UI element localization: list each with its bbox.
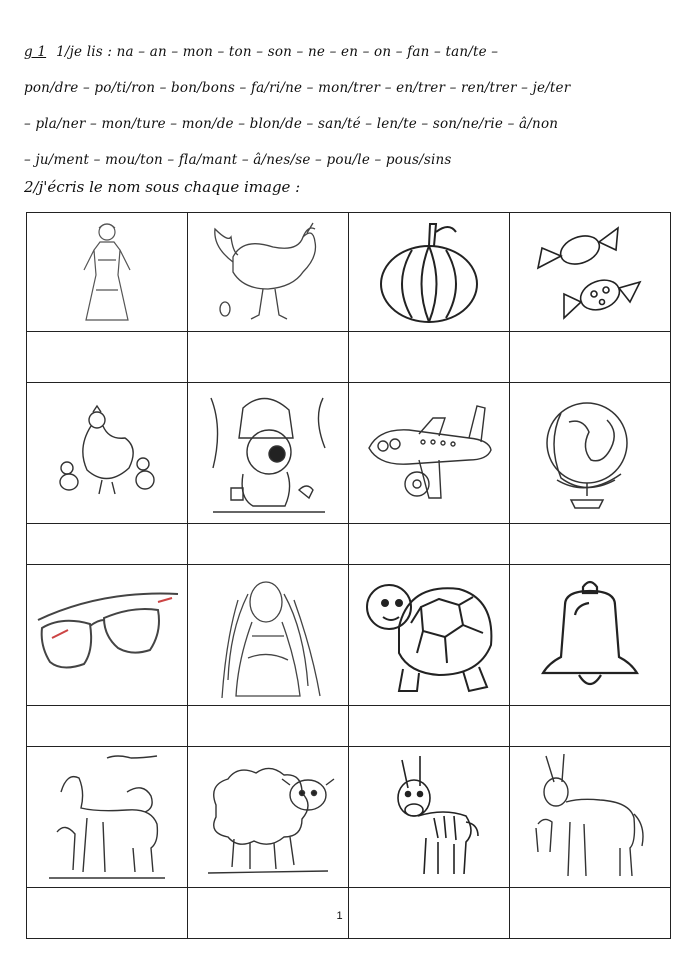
hen-chicks-icon <box>47 398 167 508</box>
image-row-4 <box>27 747 671 888</box>
woman-icon <box>72 220 142 325</box>
cell-woman <box>27 213 188 332</box>
cell-donkey-toy <box>349 747 510 888</box>
exercise-tag: g 1 <box>24 44 47 60</box>
horses-icon <box>47 752 167 882</box>
sheep-icon <box>198 755 338 880</box>
write-row-2 <box>27 524 671 565</box>
picture-grid <box>26 212 671 939</box>
cell-donkeys <box>510 747 671 888</box>
cell-candy <box>510 213 671 332</box>
write-row-3 <box>27 706 671 747</box>
pumpkin-icon <box>374 218 484 326</box>
cell-princess <box>188 565 349 706</box>
princess-icon <box>208 570 328 700</box>
answer-box[interactable] <box>27 524 188 565</box>
answer-box[interactable] <box>188 706 349 747</box>
cell-airplane <box>349 383 510 524</box>
child-sowing-icon <box>203 388 333 518</box>
reading-line-2: pon/dre – po/ti/ron – bon/bons – fa/ri/ne – mon/trer – en/trer – ren/trer – je/ter <box>24 80 571 96</box>
reading-line-4: – ju/ment – mou/ton – fla/mant – â/nes/se – pou/le – pous/sins <box>24 152 452 168</box>
cell-rooster <box>188 213 349 332</box>
cell-globe <box>510 383 671 524</box>
rooster-icon <box>203 217 333 327</box>
globe-icon <box>535 388 645 518</box>
candy-icon <box>530 220 650 325</box>
reading-line-1: g 1 1/je lis : na – an – mon – ton – son – ne – en – on – fan – tan/te – <box>24 44 499 60</box>
bell-icon <box>535 575 645 695</box>
answer-box[interactable] <box>188 524 349 565</box>
cell-pumpkin <box>349 213 510 332</box>
cell-bell <box>510 565 671 706</box>
cell-child-sowing <box>188 383 349 524</box>
answer-box[interactable] <box>349 332 510 383</box>
cell-hen-chicks <box>27 383 188 524</box>
reading-exercise <box>24 34 664 178</box>
image-row-3 <box>27 565 671 706</box>
answer-box[interactable] <box>27 706 188 747</box>
answer-box[interactable] <box>510 706 671 747</box>
turtle-icon <box>359 573 499 698</box>
answer-box[interactable] <box>188 332 349 383</box>
answer-box[interactable] <box>349 706 510 747</box>
donkeys-icon <box>530 752 650 882</box>
write-row-1 <box>27 332 671 383</box>
answer-box[interactable] <box>27 332 188 383</box>
cell-turtle <box>349 565 510 706</box>
write-instruction: 2/j'écris le nom sous chaque image : <box>24 178 301 196</box>
page-number: 1 <box>336 910 343 922</box>
donkey-toy-icon <box>374 752 484 882</box>
cell-glasses <box>27 565 188 706</box>
image-row-1 <box>27 213 671 332</box>
answer-box[interactable] <box>510 332 671 383</box>
cell-horses <box>27 747 188 888</box>
glasses-icon <box>32 580 182 690</box>
answer-box[interactable] <box>510 524 671 565</box>
cell-sheep <box>188 747 349 888</box>
image-row-2 <box>27 383 671 524</box>
answer-box[interactable] <box>349 524 510 565</box>
airplane-icon <box>359 398 499 508</box>
reading-line-3: – pla/ner – mon/ture – mon/de – blon/de – san/té – len/te – son/ne/rie – â/non <box>24 116 559 132</box>
